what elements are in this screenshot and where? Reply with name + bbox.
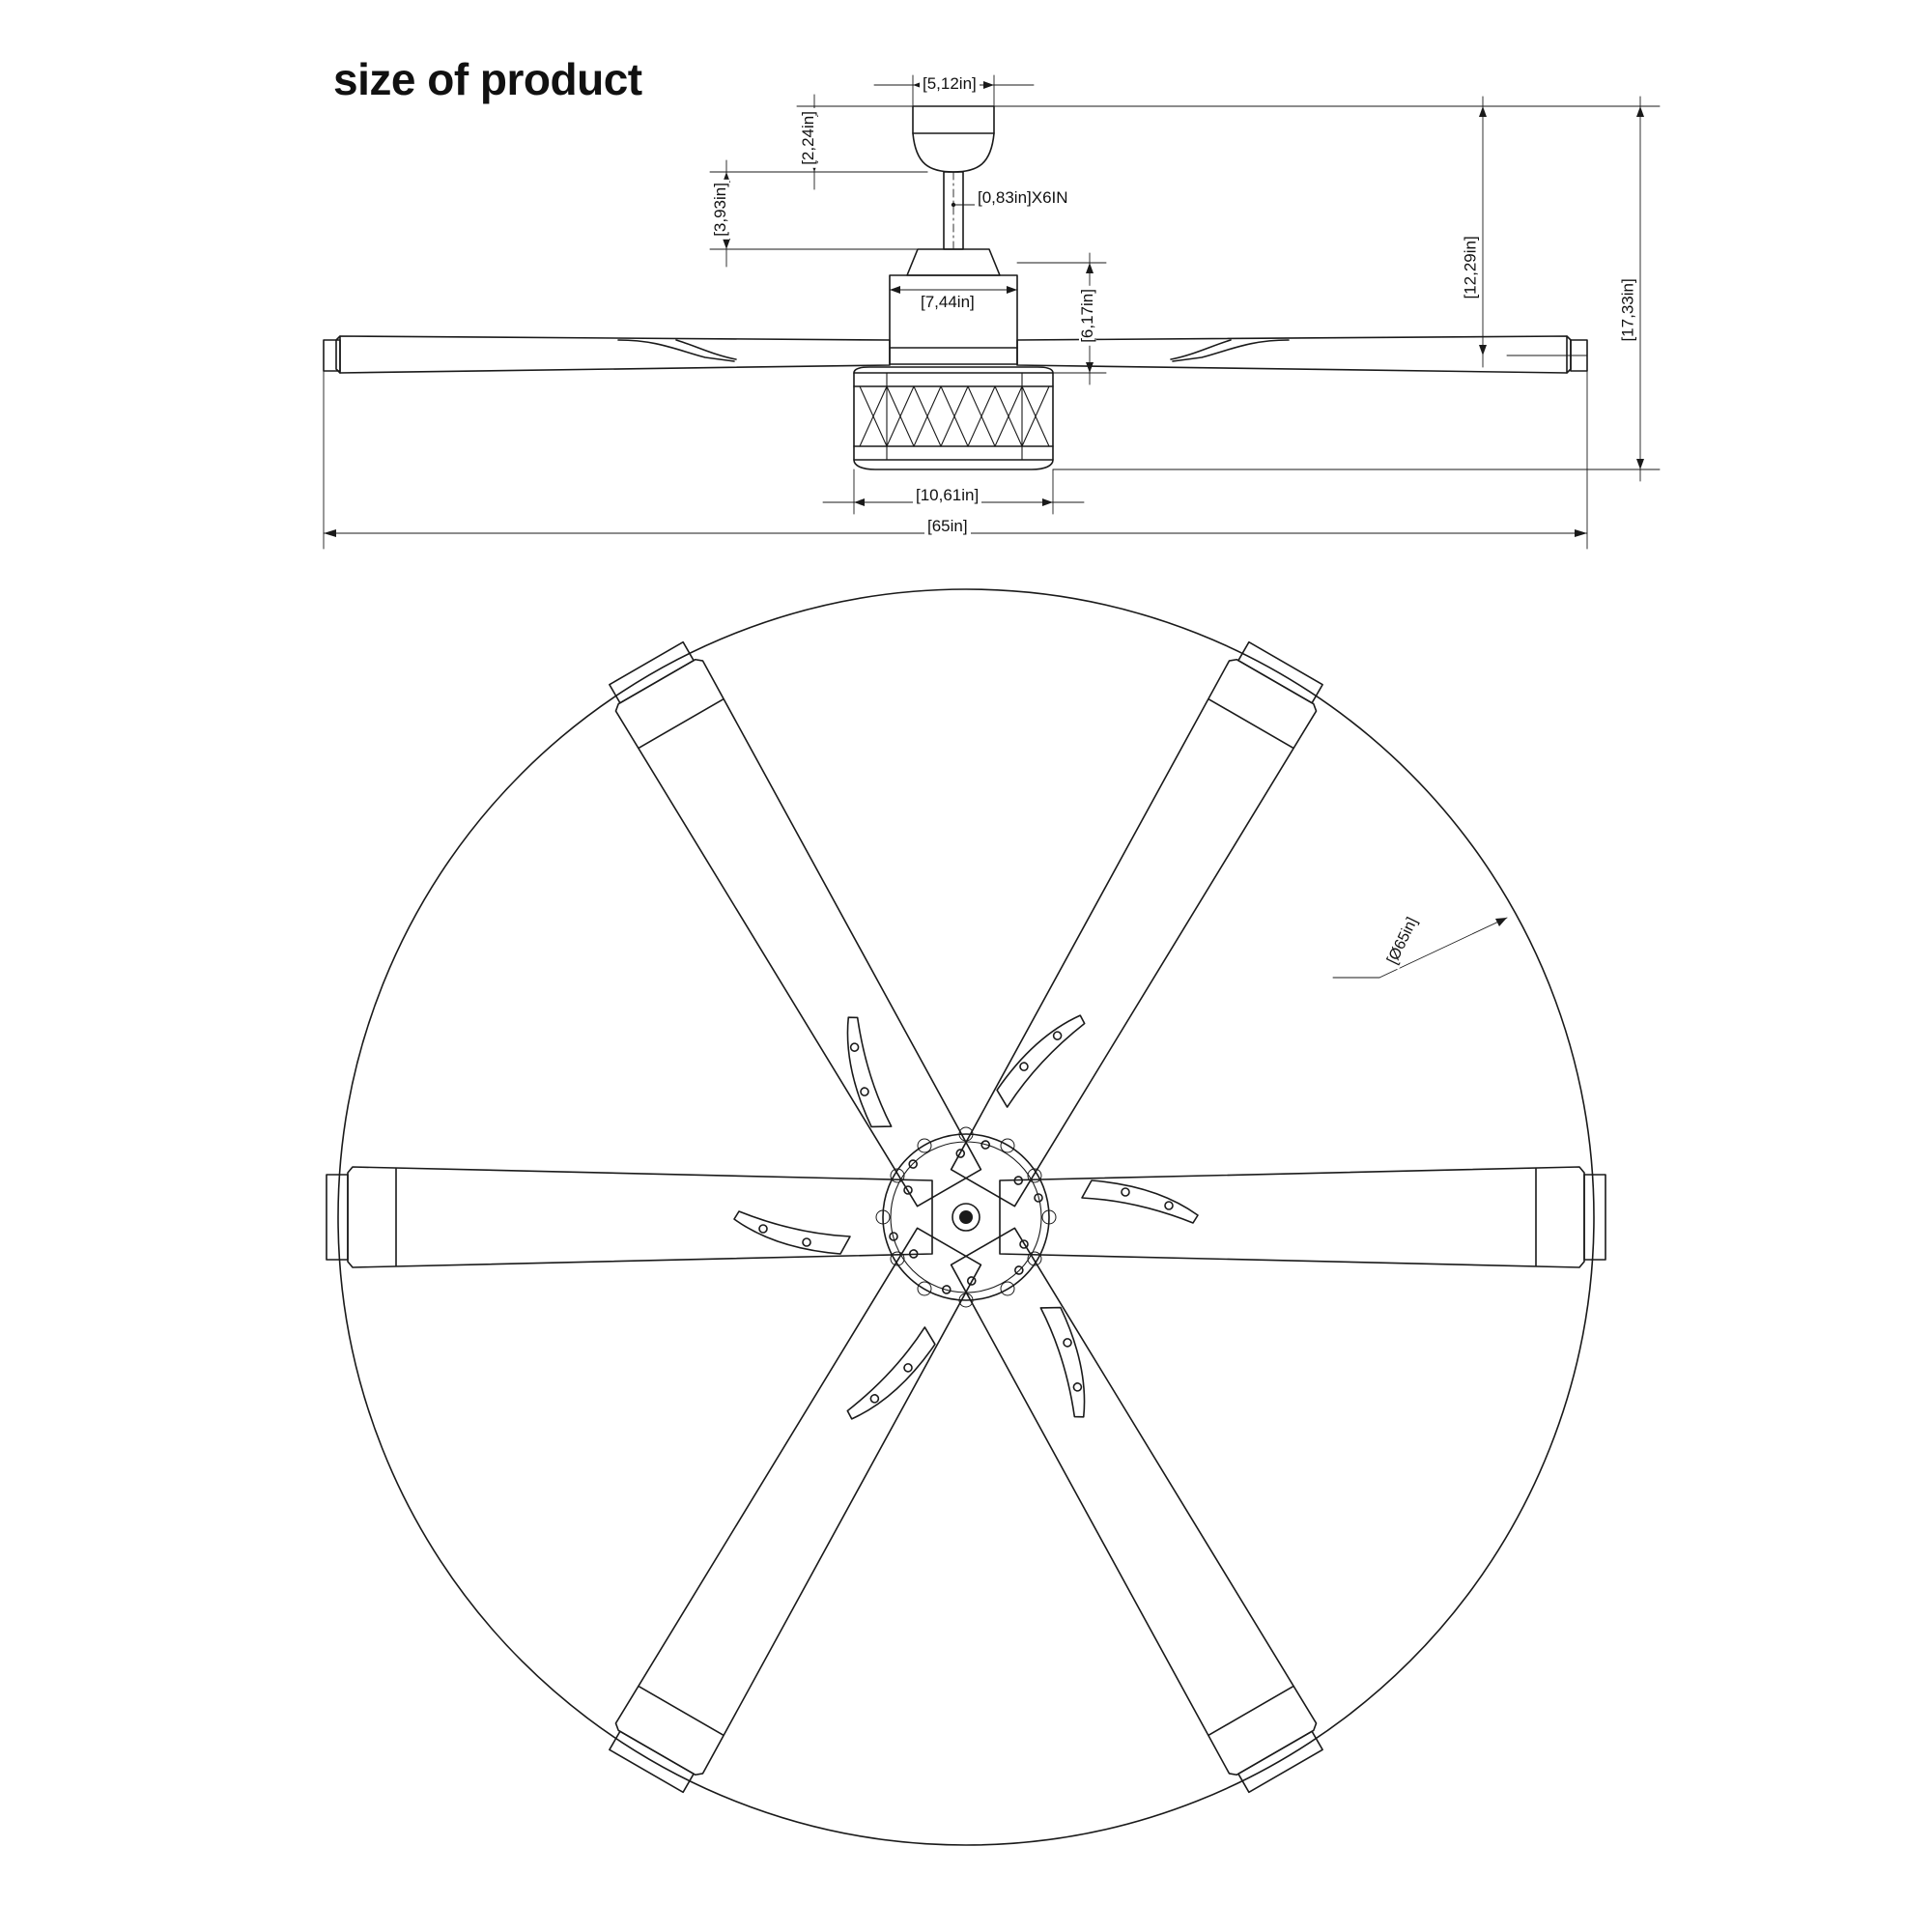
dim-motor-to-blade-height: [6,17in] [1079, 286, 1096, 346]
hub-shape [876, 1127, 1056, 1307]
dim-downrod-diameter: [0,83in]X6IN [975, 189, 1071, 207]
downrod-shape [944, 172, 963, 249]
dim-blade-sweep-diameter: [Ø65in] [1384, 913, 1423, 970]
dim-motor-housing-width: [7,44in] [918, 294, 978, 311]
dim-height-without-shade: [12,29in] [1463, 233, 1480, 301]
motor-housing-shape [890, 275, 1017, 364]
dim-overall-height: [17,33in] [1620, 275, 1637, 344]
light-shade-shape [854, 367, 1053, 469]
bottom-plan-view-geometry [327, 589, 1605, 1845]
blade-side-left [324, 336, 890, 373]
page-title: size of product [333, 54, 642, 104]
dim-canopy-width: [5,12in] [920, 75, 980, 93]
diameter-leader-line [1333, 918, 1507, 978]
canopy-shape [913, 106, 994, 172]
dim-canopy-height: [2,24in] [800, 108, 817, 168]
motor-coupling-shape [907, 249, 1000, 275]
dim-downrod-offset: [3,93in] [712, 180, 729, 240]
blade-side-right [1017, 336, 1587, 373]
dim-blade-span-width: [65in] [924, 518, 971, 535]
dim-light-kit-width: [10,61in] [913, 487, 981, 504]
